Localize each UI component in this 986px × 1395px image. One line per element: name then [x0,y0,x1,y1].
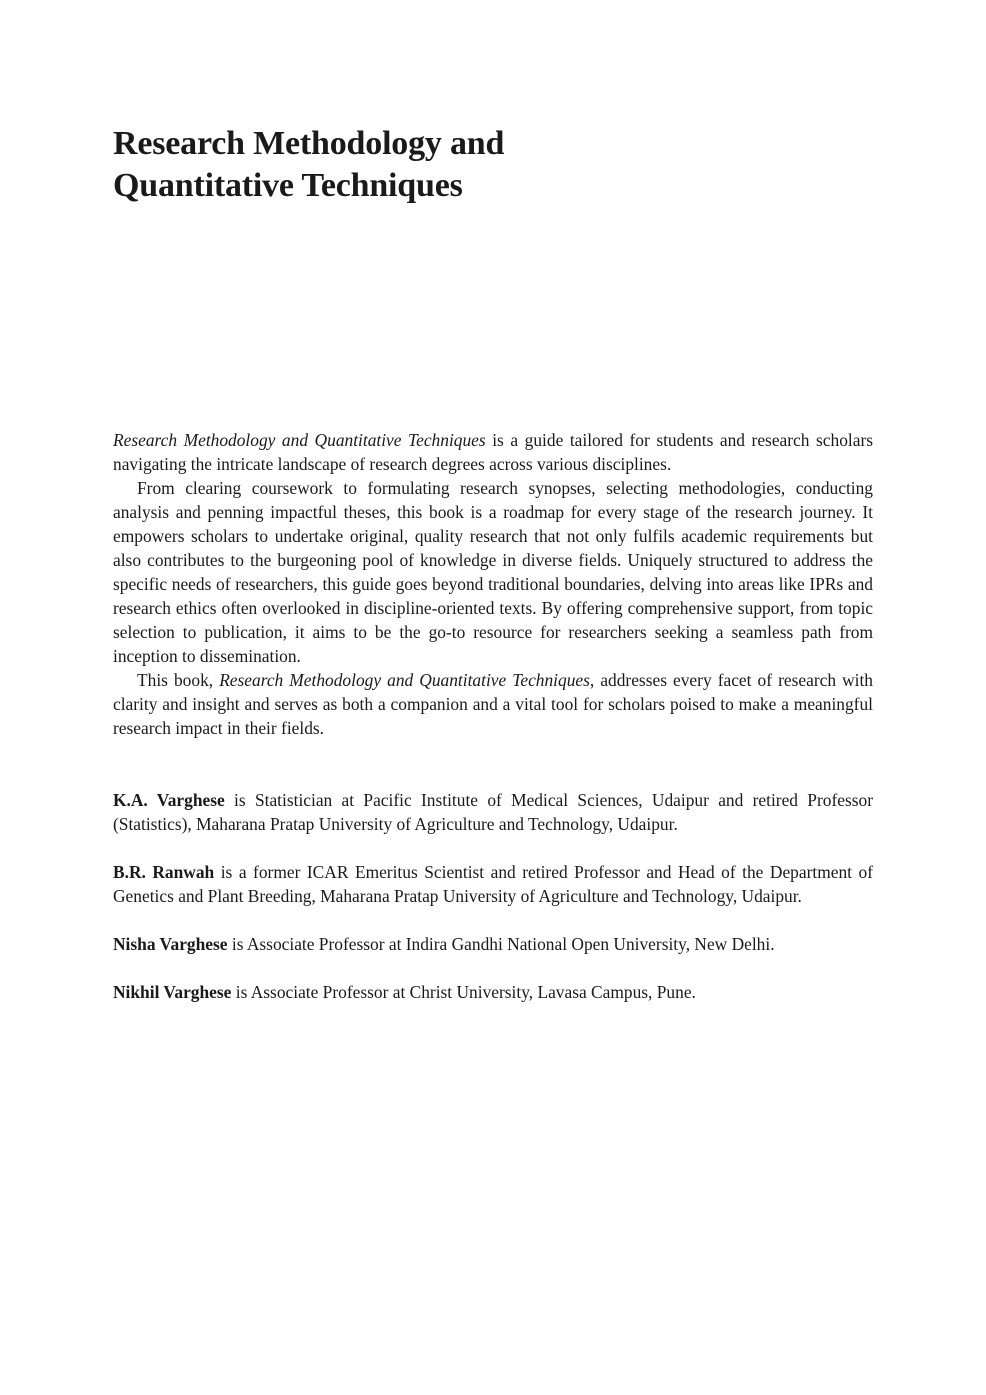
description-text: This book, [137,670,220,690]
author-name: K.A. Varghese [113,790,225,810]
author-description: is Statistician at Pacific Institute of Medical Sciences, Udaipur and retired Professor (Statistics), Maharana Pratap University of Agriculture and Technology, Udaipur. [113,790,874,834]
author-name: Nisha Varghese [113,934,228,954]
author-bio [113,932,873,956]
description-text: , addresses every facet of research with clarity and insight and serves as both a companion and a vital tool for scholars poised to make a meaningful research impact in their fields. [113,670,874,738]
author-description: is Associate Professor at Indira Gandhi National Open University, New Delhi. [227,934,775,954]
author-bio [113,788,873,836]
description-paragraph-2: From clearing coursework to formulating research synopses, selecting methodologies, conducting analysis and penning impactful theses, this book is a roadmap for every stage of the research journey. It empowers scholars to undertake original, quality research that not only fulfils academic requirements but also contributes to the burgeoning pool of knowledge in diverse fields. Uniquely structured to address the specific needs of researchers, this guide goes beyond traditional boundaries, delving into areas like IPRs and research ethics often overlooked in discipline-oriented texts. By offering comprehensive support, from topic selection to publication, it aims to be the go-to resource for researchers seeking a seamless path from inception to dissemination. [113,478,873,666]
author-bio [113,980,873,1004]
author-name: Nikhil Varghese [113,982,232,1002]
author-bios [113,788,873,1028]
book-title-italic: Research Methodology and Quantitative Techniques [113,430,486,450]
page-title [113,123,813,207]
author-description: is Associate Professor at Christ University, Lavasa Campus, Pune. [231,982,696,1002]
author-bio [113,860,873,908]
title-line-1: Research Methodology and [113,125,505,162]
description-paragraph-1 [113,428,873,476]
title-line-2: Quantitative Techniques [113,167,463,204]
book-title-italic: Research Methodology and Quantitative Techniques [219,670,590,690]
description-text: is a guide tailored for students and research scholars navigating the intricate landscape of research degrees across various disciplines. [113,430,874,474]
book-description [113,428,873,740]
description-paragraph-3 [113,668,873,740]
author-description: is a former ICAR Emeritus Scientist and retired Professor and Head of the Department of Genetics and Plant Breeding, Maharana Pratap University of Agriculture and Technology, Udaipur. [113,862,873,906]
author-name: B.R. Ranwah [113,862,215,882]
